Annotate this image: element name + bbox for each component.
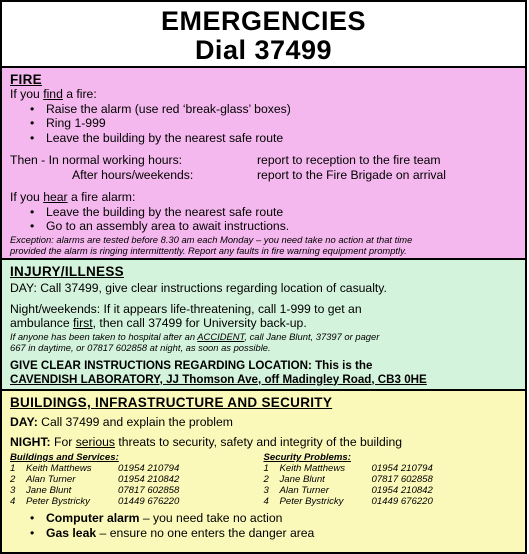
night-2b: first — [73, 316, 93, 330]
contact-phone: 01449 676220 — [118, 496, 180, 507]
page-title: EMERGENCIES — [160, 6, 367, 36]
contact-number: 4 — [263, 496, 269, 507]
emergency-number: Dial 37499 — [194, 35, 333, 65]
bullet-text: Leave the building by the nearest safe route — [46, 204, 284, 219]
contact-name: Alan Turner — [279, 485, 329, 496]
find-bullet — [10, 102, 517, 117]
hear-bullet — [10, 219, 517, 234]
injury-night-cont — [10, 316, 517, 331]
bullet-rest: – you need take no action — [139, 511, 283, 525]
day-label: DAY: — [10, 415, 38, 429]
hear-word: hear — [43, 190, 68, 204]
bullet-bold: Gas leak — [46, 525, 97, 540]
bullet-icon: • — [30, 204, 35, 219]
day-text: Call 37499 and explain the problem — [37, 415, 233, 429]
contact-number: 4 — [10, 496, 16, 507]
contact-phone: 01954 210842 — [118, 474, 180, 485]
location-heading: GIVE CLEAR INSTRUCTIONS REGARDING LOCATION: This is the — [10, 358, 373, 372]
contact-number: 1 — [10, 463, 16, 474]
night-word: serious — [75, 434, 115, 449]
contact-phone: 01449 676220 — [371, 496, 433, 507]
buildings-night — [10, 435, 517, 450]
bullet-icon: • — [30, 116, 35, 130]
bullet-icon: • — [30, 525, 35, 540]
list-item — [264, 485, 518, 496]
location-address: CAVENDISH LABORATORY, JJ Thomson Ave, off Madingley Road, CB3 0HE — [10, 372, 427, 386]
list-item — [10, 485, 264, 496]
contact-number: 1 — [263, 463, 269, 474]
contact-phone: 01954 210842 — [371, 485, 433, 496]
contact-name: Keith Matthews — [279, 463, 346, 474]
contact-number: 3 — [10, 485, 16, 496]
bullet-text: Leave the building by the nearest safe route — [46, 130, 284, 145]
contact-phone: 01954 210794 — [118, 463, 180, 474]
bullet-rest: – ensure no one enters the danger area — [96, 525, 315, 540]
note-1c: , call Jane Blunt, 37397 or pager — [244, 330, 380, 342]
exception-note: provided the alarm is ringing intermittently. Report any faults in fire warning equipment promptly. — [10, 244, 407, 256]
night-pre: For — [50, 434, 76, 449]
hear-bullet — [10, 205, 517, 220]
buildings-title: BUILDINGS, INFRASTRUCTURE AND SECURITY — [10, 395, 333, 410]
accident-note: 667 in daytime, or 07817 602858 at night, as soon as possible. — [10, 341, 271, 353]
buildings-section — [2, 391, 525, 552]
security-list — [264, 452, 518, 507]
contact-name: Alan Turner — [26, 474, 76, 485]
gas-leak-bullet — [10, 526, 517, 541]
contact-phone: 01954 210794 — [371, 463, 433, 474]
contact-name: Jane Blunt — [279, 474, 325, 485]
find-pre: If you — [10, 87, 44, 101]
then-b-left: After hours/weekends: — [72, 167, 194, 182]
night-label: NIGHT: — [10, 434, 51, 449]
injury-day: DAY: Call 37499, give clear instructions regarding location of casualty. — [10, 281, 387, 295]
fire-section — [2, 68, 525, 260]
night-2a: ambulance — [10, 316, 74, 330]
hear-post: a fire alarm: — [67, 190, 136, 204]
list-item — [10, 474, 264, 485]
bullet-icon: • — [30, 101, 35, 116]
injury-night: Night/weekends: If it appears life-threatening, call 1-999 to get an — [10, 301, 362, 316]
injury-title: INJURY/ILLNESS — [10, 264, 124, 279]
contact-number: 2 — [10, 474, 16, 485]
bullet-bold: Computer alarm — [46, 511, 140, 525]
find-bullet — [10, 131, 517, 146]
exception-note: Exception: alarms are tested before 8.30 am each Monday – you need take no action at that time — [10, 233, 413, 245]
contact-name: Jane Blunt — [26, 485, 72, 496]
buildings-day — [10, 415, 517, 430]
bullet-text — [30, 526, 314, 540]
services-list — [10, 452, 264, 507]
contact-phone: 07817 602858 — [371, 474, 433, 485]
list-item — [264, 463, 518, 474]
list-item — [10, 496, 264, 507]
services-heading: Buildings and Services: — [10, 452, 119, 463]
note-1a: If anyone has been taken to hospital after an — [10, 330, 198, 342]
header — [2, 2, 525, 68]
contact-name: Keith Matthews — [26, 463, 92, 474]
hear-intro — [10, 190, 517, 205]
then-b-right: report to the Fire Brigade on arrival — [257, 167, 446, 182]
find-word: find — [43, 87, 63, 101]
then-a-left: Then - In normal working hours: — [10, 153, 183, 167]
find-post: a fire: — [62, 87, 97, 101]
list-item — [264, 474, 518, 485]
list-item — [10, 463, 264, 474]
bullet-text: Raise the alarm (use red ‘break-glass’ boxes) — [46, 101, 291, 116]
accident-note — [10, 331, 517, 342]
find-intro — [10, 87, 517, 102]
contact-number: 2 — [263, 474, 269, 485]
find-bullet — [10, 116, 517, 131]
note-1b: ACCIDENT — [197, 330, 245, 342]
bullet-text: Go to an assembly area to await instructions. — [46, 219, 290, 233]
fire-title: FIRE — [10, 72, 42, 87]
night-post: threats to security, safety and integrity of the building — [114, 434, 402, 449]
security-heading: Security Problems: — [263, 452, 351, 463]
contact-lists — [10, 452, 517, 507]
injury-section — [2, 260, 525, 391]
contact-phone: 07817 602858 — [118, 485, 180, 496]
bullet-text: Ring 1-999 — [46, 116, 106, 130]
then-working-hours — [10, 153, 517, 168]
bullet-icon: • — [30, 130, 35, 145]
bullet-text — [30, 511, 282, 525]
computer-alarm-bullet — [10, 511, 517, 526]
list-item — [264, 496, 518, 507]
contact-name: Peter Bystricky — [26, 496, 90, 507]
hear-pre: If you — [10, 190, 44, 204]
bullet-icon: • — [30, 219, 35, 233]
contact-number: 3 — [263, 485, 269, 496]
night-2c: , then call 37499 for University back-up. — [92, 316, 307, 330]
bullet-icon: • — [30, 511, 35, 525]
then-a-right: report to reception to the fire team — [257, 153, 441, 167]
then-after-hours — [10, 168, 517, 183]
contact-name: Peter Bystricky — [279, 496, 344, 507]
